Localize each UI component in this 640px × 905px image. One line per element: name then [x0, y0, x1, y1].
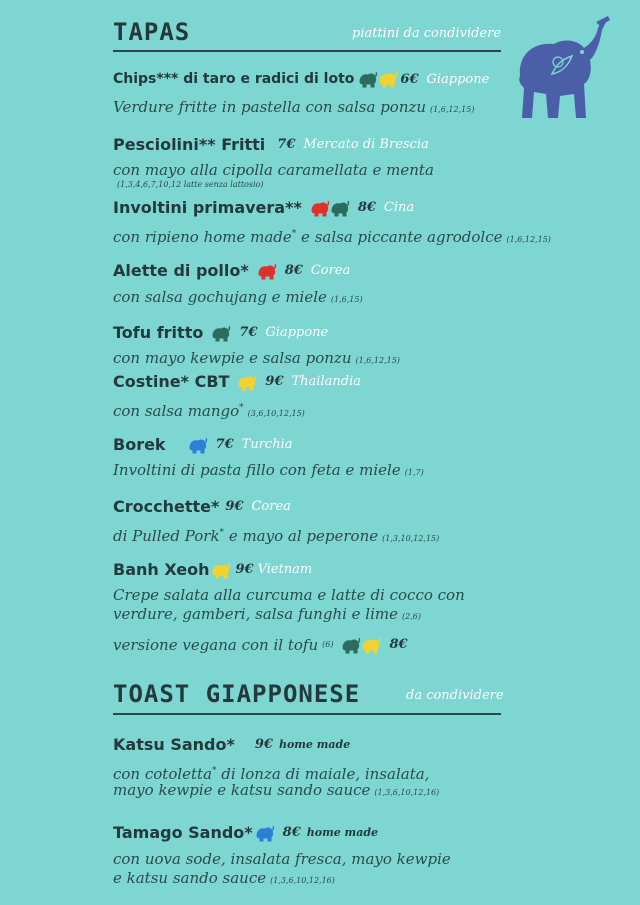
item-name: Banh Xeoh: [113, 560, 210, 579]
item-price: 7€: [277, 137, 296, 152]
toast-rule: [113, 713, 501, 715]
menu-item: [113, 372, 361, 391]
desc-text: e katsu sando sauce: [113, 869, 267, 887]
allergens: (3,6,10,12,15): [247, 409, 305, 418]
menu-item: [113, 823, 378, 842]
item-origin: Vietnam: [257, 562, 313, 577]
desc-text: con cotoletta: [113, 765, 213, 783]
elephant-blue-icon: [188, 436, 208, 454]
item-description-line2: [113, 868, 335, 891]
item-name: Tamago Sando*: [113, 823, 253, 842]
item-price: 9€: [265, 374, 284, 389]
menu-item: [113, 497, 291, 516]
allergens: (1,6,12,15): [355, 356, 400, 365]
allergens: (1,3,6,10,12,16): [270, 876, 335, 885]
item-name: Costine* CBT: [113, 372, 230, 391]
allergens: (1,3,4,6,7,10,12 latte senza lattosio): [117, 180, 264, 189]
allergens: (1,6,15): [330, 295, 363, 304]
vegan-variant: [113, 635, 408, 655]
menu-item: [113, 261, 350, 280]
allergens: (6): [322, 640, 334, 649]
menu-item: [113, 70, 489, 88]
elephant-red-icon: [310, 199, 330, 217]
item-origin: Mercato di Brescia: [303, 137, 429, 152]
menu-item: [113, 435, 293, 454]
toast-subtitle: da condividere: [406, 688, 504, 703]
desc-text: e mayo al peperone: [224, 527, 379, 545]
item-name: Alette di pollo*: [113, 261, 249, 280]
elephant-green-icon: [358, 70, 378, 88]
item-name: Involtini primavera**: [113, 198, 302, 217]
desc-text: con salsa gochujang e miele: [113, 288, 327, 306]
allergens: (2,6): [402, 612, 421, 621]
item-name: Tofu fritto: [113, 323, 204, 342]
item-origin: Giappone: [426, 71, 490, 87]
asterisk: *: [239, 403, 244, 413]
item-price: 8€: [357, 200, 376, 215]
elephant-yellow-icon: [378, 70, 398, 88]
elephant-green-icon: [330, 199, 350, 217]
item-price: 7€: [239, 325, 258, 340]
item-description-line2: [113, 780, 439, 803]
elephant-red-icon: [257, 262, 277, 280]
item-origin: Cina: [383, 200, 415, 215]
menu-item: [113, 560, 312, 579]
tapas-rule: [113, 50, 501, 52]
desc-text: con ripieno home made: [113, 228, 292, 246]
item-origin: Giappone: [265, 325, 329, 340]
desc-text: verdure, gamberi, salsa funghi e lime: [113, 605, 399, 623]
item-description-line1: con uova sode, insalata fresca, mayo kewpie: [113, 850, 451, 868]
item-name: Borek: [113, 435, 166, 454]
allergens: (1,6,12,15): [506, 235, 551, 244]
item-description: con mayo alla cipolla caramellata e menta: [113, 161, 434, 179]
toast-title: TOAST GIAPPONESE: [113, 680, 361, 708]
elephant-green-icon: [341, 636, 361, 654]
item-tag: home made: [278, 738, 351, 751]
item-price: 8€: [284, 263, 303, 278]
menu-item: [113, 135, 429, 154]
item-price: 9€: [235, 562, 254, 577]
asterisk: *: [212, 766, 217, 776]
allergens: (1,7): [404, 468, 424, 477]
asterisk: *: [291, 229, 297, 239]
item-description: [113, 287, 363, 310]
desc-text: con mayo kewpie e salsa ponzu: [113, 349, 352, 367]
elephant-green-icon: [211, 324, 231, 342]
tapas-title: TAPAS: [113, 18, 191, 46]
vegan-text: versione vegana con il tofu: [113, 636, 319, 654]
item-price: 7€: [215, 437, 234, 452]
item-name: Crocchette*: [113, 497, 220, 516]
item-description: [113, 348, 400, 371]
elephant-yellow-icon: [211, 561, 231, 579]
vegan-price: 8€: [389, 637, 408, 652]
tapas-subtitle: piattini da condividere: [352, 26, 502, 41]
desc-text: con salsa mango: [113, 402, 240, 420]
item-name: Katsu Sando*: [113, 735, 235, 754]
menu-item: [113, 735, 350, 754]
item-tag: home made: [306, 826, 379, 839]
desc-text: Verdure fritte in pastella con salsa ponzu: [113, 98, 427, 116]
item-description: [113, 97, 474, 120]
item-description: [113, 460, 424, 483]
desc-text: di lonza di maiale, insalata,: [216, 765, 430, 783]
desc-text: mayo kewpie e katsu sando sauce: [113, 781, 371, 799]
item-origin: Corea: [251, 499, 291, 514]
menu-item: [113, 198, 414, 217]
item-price: 6€: [400, 71, 419, 87]
item-description-line1: Crepe salata alla curcuma e latte di cocco con: [113, 586, 465, 604]
elephant-blue-icon: [255, 824, 275, 842]
item-description: [113, 224, 551, 250]
asterisk: *: [219, 528, 225, 538]
item-origin: Corea: [310, 263, 351, 278]
item-name: Pesciolini** Fritti: [113, 135, 266, 154]
allergens: (1,3,10,12,15): [382, 534, 440, 543]
menu-item: [113, 323, 328, 342]
item-origin: Thailandia: [291, 374, 361, 389]
item-price: 9€: [225, 499, 244, 514]
item-name: Chips*** di taro e radici di loto: [113, 71, 355, 87]
desc-text: di Pulled Pork: [113, 527, 220, 545]
item-description: [113, 523, 439, 549]
elephant-yellow-icon: [237, 373, 257, 391]
elephant-logo-icon: [512, 14, 612, 126]
allergens: (1,3,6,10,12,16): [374, 788, 440, 797]
allergens: (1,6,12,15): [430, 105, 475, 114]
desc-text: Involtini di pasta fillo con feta e miele: [113, 461, 401, 479]
item-origin: Turchia: [241, 437, 293, 452]
item-price: 8€: [282, 825, 301, 840]
item-price: 9€: [254, 737, 273, 752]
elephant-yellow-icon: [361, 636, 381, 654]
item-description: [113, 398, 305, 424]
item-description-line2: [113, 604, 421, 627]
desc-text: e salsa piccante agrodolce: [296, 228, 503, 246]
